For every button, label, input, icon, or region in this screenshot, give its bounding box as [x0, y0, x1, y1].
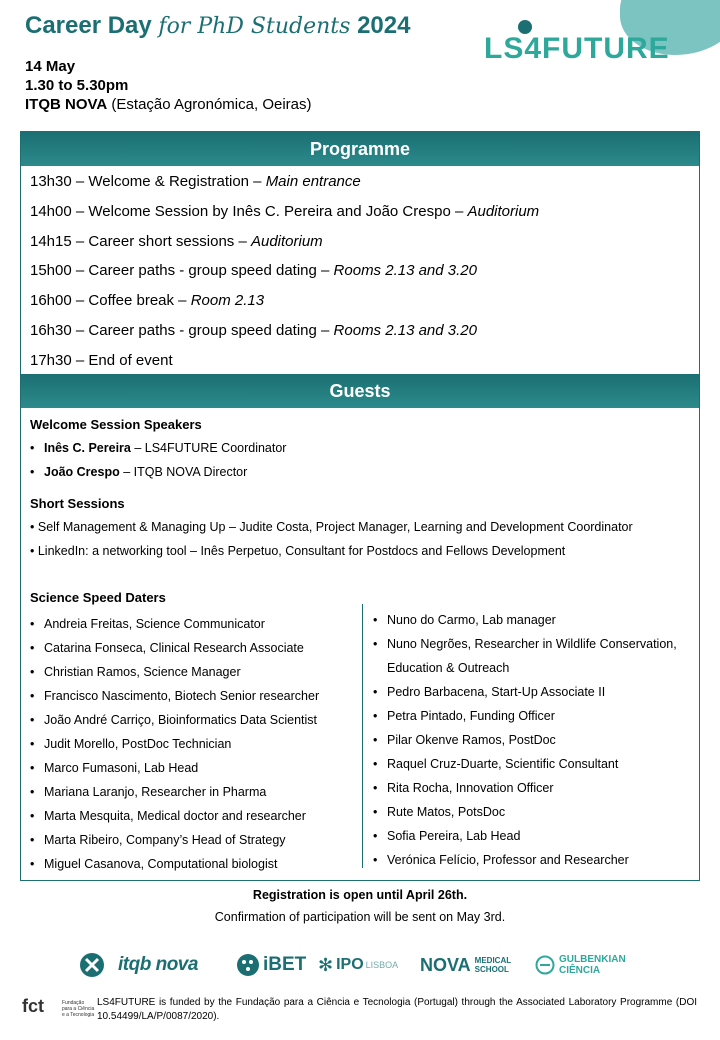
speed-dater-item: • Judit Morello, PostDoc Technician: [30, 737, 232, 751]
speed-dater-item: • Petra Pintado, Funding Officer: [373, 709, 555, 723]
ibet-logo: iBET: [236, 950, 306, 980]
welcome-title: Welcome Session Speakers: [30, 417, 202, 432]
speed-dater-item: • Marta Mesquita, Medical doctor and researcher: [30, 809, 306, 823]
list-item: • Inês C. Pereira – LS4FUTURE Coordinator: [30, 441, 287, 455]
event-venue: ITQB NOVA (Estação Agronómica, Oeiras): [25, 96, 312, 113]
speed-dater-item: • Pilar Okenve Ramos, PostDoc: [373, 733, 556, 747]
registration-note: Registration is open until April 26th.: [252, 888, 468, 902]
speed-dater-item: • Marco Fumasoni, Lab Head: [30, 761, 199, 775]
ibet-emblem-icon: [236, 953, 260, 977]
speed-dater-item: • Catarina Fonseca, Clinical Research Associate: [30, 641, 304, 655]
list-item: • LinkedIn: a networking tool – Inês Perpetuo, Consultant for Postdocs and Fellows Development: [30, 544, 566, 558]
speed-dater-item: • Pedro Barbacena, Start-Up Associate II: [373, 685, 606, 699]
column-divider: [362, 604, 363, 868]
speed-dater-item: • Miguel Casanova, Computational biologist: [30, 857, 278, 871]
programme-item: 17h30 – End of event: [30, 352, 173, 369]
ipo-emblem-icon: ✻: [318, 954, 334, 975]
speed-dater-item: • Raquel Cruz-Duarte, Scientific Consultant: [373, 757, 619, 771]
programme-item: 15h00 – Career paths - group speed dating – Rooms 2.13 and 3.20: [30, 262, 477, 279]
speed-dater-item: • João André Carriço, Bioinformatics Data Scientist: [30, 713, 318, 727]
gulbenkian-emblem-icon: [535, 955, 555, 975]
fct-logo-caption: Fundação para a Ciência e a Tecnologia: [62, 1000, 95, 1018]
funding-note: LS4FUTURE is funded by the Fundação para a Ciência e Tecnologia (Portugal) through the Associated Laboratory Programme (DOI 10.54499/LA/P/0087/2020).: [97, 997, 697, 1022]
event-time: 1.30 to 5.30pm: [25, 77, 129, 94]
ls4future-logo: LS4FUTURE: [484, 32, 670, 65]
programme-item: 14h15 – Career short sessions – Auditorium: [30, 233, 323, 250]
programme-item: 16h00 – Coffee break – Room 2.13: [30, 292, 265, 309]
itqb-emblem-icon: [78, 951, 106, 979]
event-info: [25, 57, 312, 114]
speed-dater-item: • Andreia Freitas, Science Communicator: [30, 617, 265, 631]
speed-dater-item: • Marta Ribeiro, Company’s Head of Strategy: [30, 833, 286, 847]
speed-dater-item: • Christian Ramos, Science Manager: [30, 665, 241, 679]
gulbenkian-logo: GULBENKIAN CIÊNCIA: [535, 950, 626, 980]
page-title: Career Day for PhD Students 2024: [25, 12, 411, 39]
event-date: 14 May: [25, 58, 76, 75]
list-item: • João Crespo – ITQB NOVA Director: [30, 465, 248, 479]
fct-logo: fct: [22, 996, 44, 1016]
speed-dater-item: • Nuno do Carmo, Lab manager: [373, 613, 556, 627]
speed-dater-item: • Nuno Negrões, Researcher in Wildlife Conservation,: [373, 637, 677, 651]
speed-dater-item: • Verónica Felício, Professor and Researcher: [373, 853, 629, 867]
ipo-logo: ✻ IPO LISBOA: [318, 954, 399, 975]
short-sessions-title: Short Sessions: [30, 496, 125, 511]
speed-dater-item: • Mariana Laranjo, Researcher in Pharma: [30, 785, 267, 799]
confirmation-note: Confirmation of participation will be sent on May 3rd.: [214, 910, 506, 924]
speed-dater-item: Education & Outreach: [387, 661, 510, 675]
programme-item: 16h30 – Career paths - group speed dating – Rooms 2.13 and 3.20: [30, 322, 477, 339]
guests-heading: Guests: [21, 374, 699, 408]
nova-medical-logo: NOVA MEDICAL SCHOOL: [420, 954, 511, 975]
speed-daters-title: Science Speed Daters: [30, 590, 166, 605]
programme-item: 14h00 – Welcome Session by Inês C. Pereira and João Crespo – Auditorium: [30, 203, 540, 220]
speed-dater-item: • Francisco Nascimento, Biotech Senior researcher: [30, 689, 320, 703]
programme-item: 13h30 – Welcome & Registration – Main entrance: [30, 173, 361, 190]
speed-dater-item: • Sofia Pereira, Lab Head: [373, 829, 521, 843]
list-item: • Self Management & Managing Up – Judite Costa, Project Manager, Learning and Development Coordinator: [30, 520, 633, 534]
programme-heading: Programme: [21, 132, 699, 166]
speed-dater-item: • Rute Matos, PotsDoc: [373, 805, 506, 819]
speed-dater-item: • Rita Rocha, Innovation Officer: [373, 781, 554, 795]
itqb-logo: itqb nova: [78, 950, 198, 980]
main-box: [20, 131, 700, 881]
